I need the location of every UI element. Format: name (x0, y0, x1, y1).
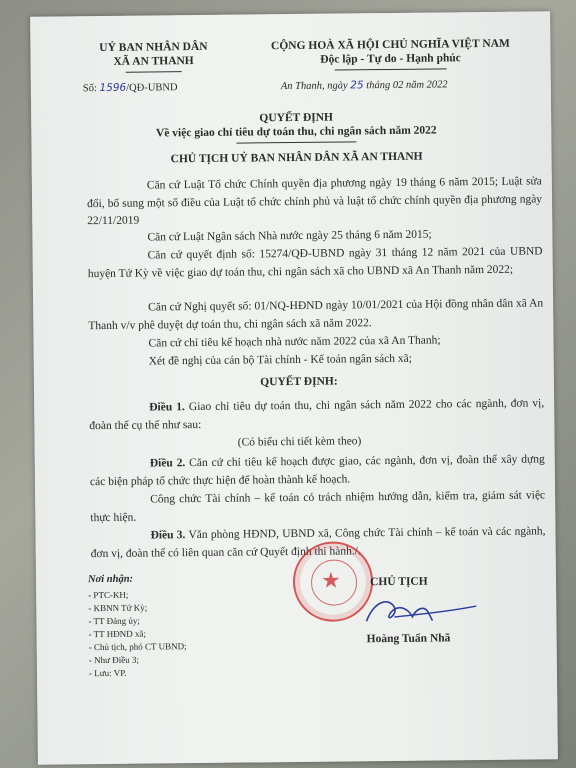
issuing-authority: CHỦ TỊCH UỶ BAN NHÂN DÂN XÃ AN THANH (170, 150, 423, 166)
article-1 (89, 395, 544, 435)
decision-heading: QUYẾT ĐỊNH: (260, 375, 338, 389)
document-title: QUYẾT ĐỊNH (259, 111, 334, 125)
article-2-extra: Công chức Tài chính – kế toán có trách nhiệm hướng dẫn, kiểm tra, giám sát việc thực hiện. (90, 489, 546, 524)
number-prefix: Số: (82, 83, 97, 95)
subject-underline (236, 141, 356, 143)
document-number (83, 81, 178, 94)
basis-4: Căn cứ Nghị quyết số: 01/NQ-HĐND ngày 10/01/2021 của Hội đồng nhân dân xã An Thanh v/v phê duyệt dự toán thu, chi ngân sách xã năm 2022. (88, 297, 544, 332)
article-3-text: Văn phòng HĐND, UBND xã, Công chức Tài chính – kế toán và các ngành, đơn vị, đoàn thể có liên quan căn cứ Quyết định thi hành./. (90, 525, 546, 560)
date-day: 25 (350, 79, 364, 92)
handwritten-signature (354, 590, 484, 633)
document-subject: Về việc giao chỉ tiêu dự toán thu, chi ngân sách năm 2022 (155, 124, 437, 140)
basis-6: Xét đề nghị của cán bộ Tài chính - Kế toán ngân sách xã; (148, 352, 413, 368)
country-line1: CỘNG HOÀ XÃ HỘI CHỦ NGHĨA VIỆT NAM (270, 37, 510, 53)
org-line2: XÃ AN THANH (113, 55, 194, 68)
seal-star-icon: ★ (320, 567, 341, 593)
basis-2: Căn cứ Luật Ngân sách Nhà nước ngày 25 tháng 6 năm 2015; (147, 228, 432, 244)
signer-title: CHỦ TỊCH (369, 575, 428, 589)
basis-3: Căn cứ quyết định số: 15274/QĐ-UBND ngày 31 tháng 12 năm 2021 của UBND huyện Tứ Kỳ về việc giao dự toán thu, chi ngân sách xã cho UBND xã An Thanh năm 2022; (87, 245, 543, 280)
article-1-label: Điều 1. (149, 401, 185, 414)
article-1-text: Giao chỉ tiêu dự toán thu, chi ngân sách năm 2022 cho các ngành, đơn vị, đoàn thể cụ thể như sau: (89, 397, 545, 432)
document-date (281, 78, 448, 92)
org-line1: UỶ BAN NHÂN DÂN (99, 40, 208, 55)
signer-name: Hoàng Tuấn Nhã (366, 632, 451, 646)
basis-5: Căn cứ chỉ tiêu kế hoạch nhà nước năm 2022 của xã An Thanh; (148, 334, 441, 350)
country-line2: Độc lập - Tự do - Hạnh phúc (320, 52, 461, 66)
recipient-5: - Chủ tịch, phó CT UBND; (88, 641, 187, 653)
article-2-text: Căn cứ chỉ tiêu kế hoạch được giao, các ngành, đơn vị, đoàn thể xây dựng các biện pháp tổ chức thực hiện để hoàn thành kế hoạch. (89, 453, 545, 488)
article-1-note: (Có biểu chi tiết kèm theo) (237, 435, 362, 449)
number-handwritten: 1596 (99, 81, 127, 95)
motto-underline (335, 68, 447, 70)
document-page (30, 11, 558, 764)
number-suffix: /QĐ-UBND (126, 82, 178, 94)
recipient-2: - KBNN Tứ Kỳ; (88, 602, 148, 614)
article-2-label: Điều 2. (149, 457, 186, 470)
date-prefix: An Thanh, ngày (280, 80, 348, 93)
article-3-label: Điều 3. (150, 529, 186, 542)
date-suffix: tháng 02 năm 2022 (366, 79, 448, 92)
recipient-6: - Như Điều 3; (88, 654, 140, 666)
recipient-3: - TT Đảng ủy; (88, 615, 140, 627)
recipient-7: - Lưu: VP. (88, 667, 127, 679)
basis-1: Căn cứ Luật Tổ chức Chính quyền địa phương ngày 19 tháng 6 năm 2015; Luật sửa đổi, bổ sung một số điều của Luật tổ chức chính phủ và luật tổ chức chính quyền địa phương ngày 22/11/2019 (86, 175, 543, 228)
recipients-heading: Nơi nhận: (87, 573, 134, 586)
article-2 (90, 451, 545, 491)
recipient-1: - PTC-KH; (88, 589, 129, 601)
org-underline (126, 71, 182, 73)
recipient-4: - TT HĐND xã; (88, 628, 147, 640)
